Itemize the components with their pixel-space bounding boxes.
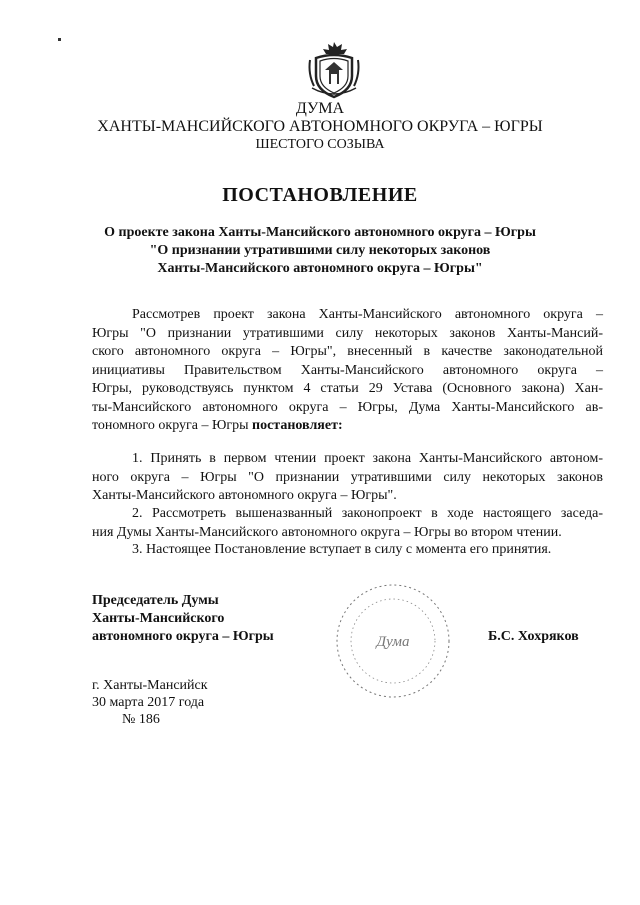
org-name: ДУМА xyxy=(295,100,345,117)
org-convocation: ШЕСТОГО СОЗЫВА xyxy=(255,137,385,152)
preamble-line: ты-Мансийского автономного округа – Югры, Дума Ханты-Мансийского ав- xyxy=(92,399,603,415)
stamp-text: Дума xyxy=(376,634,410,650)
preamble-paragraph xyxy=(92,306,603,436)
subject-line: Ханты-Мансийского автономного округа – Югры" xyxy=(157,261,483,276)
subject-line: "О признании утратившими силу некоторых законов xyxy=(149,243,491,258)
preamble-line: Югры, руководствуясь пунктом 4 статьи 29 Устава (Основного закона) Хан- xyxy=(92,381,603,396)
document-number: № 186 xyxy=(122,712,160,727)
signatory-name: Б.С. Хохряков xyxy=(488,629,579,644)
signatory-position xyxy=(92,592,274,646)
position-line: автономного округа – Югры xyxy=(92,629,274,644)
preamble-line: инициативы Правительством Ханты-Мансийского автономного округа – xyxy=(92,362,603,378)
preamble-line: Рассмотрев проект закона Ханты-Мансийского автономного округа – xyxy=(132,307,603,322)
item-line: Ханты-Мансийского автономного округа – Югры". xyxy=(92,488,397,503)
item-1 xyxy=(92,450,603,506)
preamble-line: Югры "О признании утратившими силу некоторых законов Ханты-Мансий- xyxy=(92,325,603,341)
preamble-line: тономного округа – Югры xyxy=(92,418,249,433)
item-2 xyxy=(92,505,603,542)
preamble-line: ского автономного округа – Югры", внесенный в качестве законодательной xyxy=(92,344,603,359)
scan-speck xyxy=(58,38,61,41)
item-line: 3. Настоящее Постановление вступает в силу с момента его принятия. xyxy=(132,542,552,557)
place: г. Ханты-Мансийск xyxy=(92,678,208,693)
document-title: ПОСТАНОВЛЕНИЕ xyxy=(222,184,418,206)
resolves-word: постановляет: xyxy=(252,418,343,433)
org-region: ХАНТЫ-МАНСИЙСКОГО АВТОНОМНОГО ОКРУГА – ЮГРЫ xyxy=(97,118,543,135)
item-line: 1. Принять в первом чтении проект закона Ханты-Мансийского автоном- xyxy=(132,451,603,466)
item-line: 2. Рассмотреть вышеназванный законопроект в ходе настоящего заседа- xyxy=(132,506,603,521)
subject-line: О проекте закона Ханты-Мансийского автономного округа – Югры xyxy=(104,225,536,240)
item-3 xyxy=(92,541,603,560)
position-line: Председатель Думы xyxy=(92,593,219,608)
position-line: Ханты-Мансийского xyxy=(92,611,225,626)
item-line: ного округа – Югры "О признании утратившими силу некоторых законов xyxy=(92,469,603,485)
item-line: ния Думы Ханты-Мансийского автономного округа – Югры во втором чтении. xyxy=(92,524,562,540)
official-stamp xyxy=(332,580,454,702)
date: 30 марта 2017 года xyxy=(92,695,205,710)
preamble-last-line xyxy=(92,417,603,436)
coat-of-arms-emblem xyxy=(306,40,362,100)
